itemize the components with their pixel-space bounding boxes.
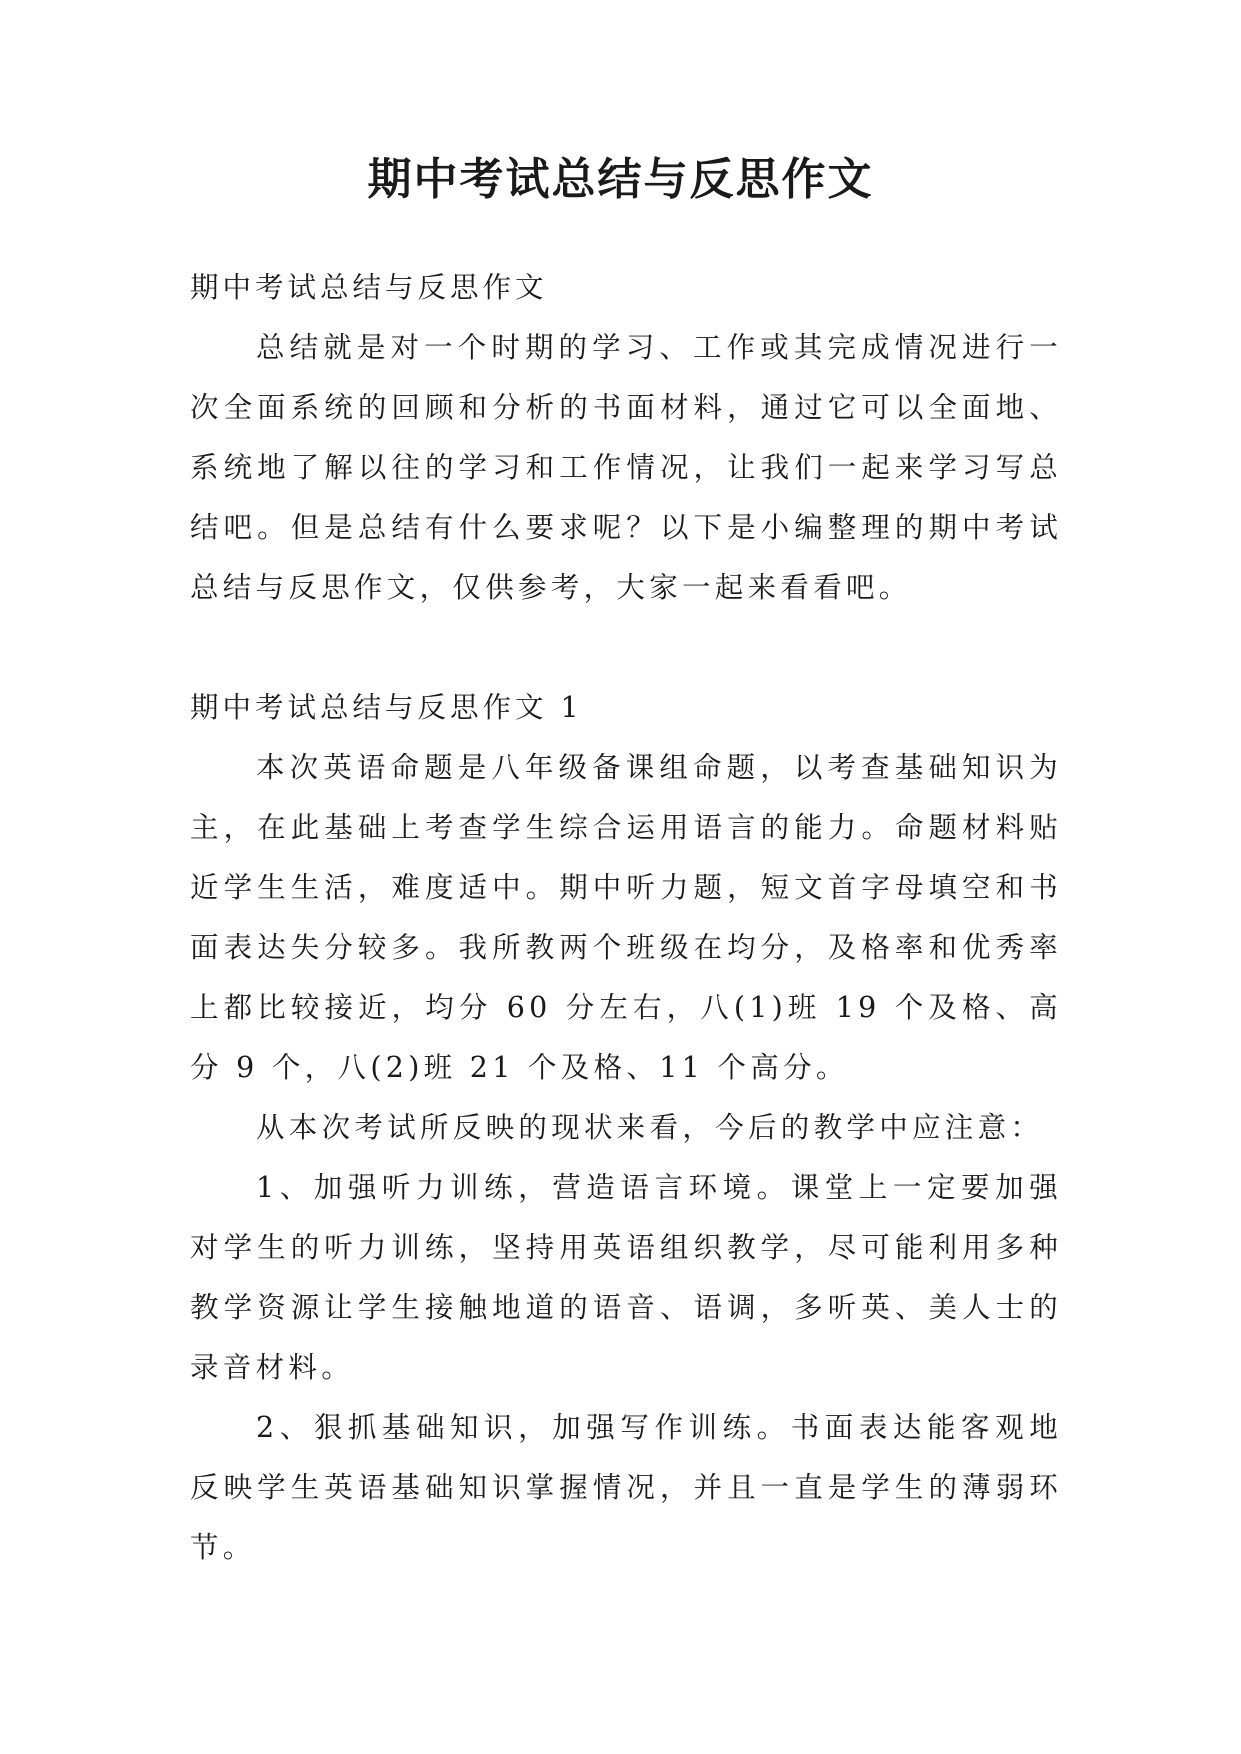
document-body [190, 258, 1062, 1578]
section-spacer [190, 618, 1062, 678]
intro-heading: 期中考试总结与反思作文 [190, 271, 548, 304]
intro-paragraph: 总结就是对一个时期的学习、工作或其完成情况进行一次全面系统的回顾和分析的书面材料，通过它可以全面地、系统地了解以往的学习和工作情况，让我们一起来学习写总结吧。但是总结有什么要求呢？以下是小编整理的期中考试总结与反思作文，仅供参考，大家一起来看看吧。 [190, 331, 1062, 604]
section1-paragraph-1: 本次英语命题是八年级备课组命题，以考查基础知识为主，在此基础上考查学生综合运用语言的能力。命题材料贴近学生生活，难度适中。期中听力题，短文首字母填空和书面表达失分较多。我所教两个班级在均分，及格率和优秀率上都比较接近，均分 60 分左右，八(1)班 19 个及格、高分 9 个，八(2)班 21 个及格、11 个高分。 [190, 751, 1062, 1084]
section1-heading: 期中考试总结与反思作文 1 [190, 691, 583, 724]
section1-paragraph-2: 从本次考试所反映的现状来看，今后的教学中应注意： [256, 1111, 1044, 1144]
section1-paragraph-3: 1、加强听力训练，营造语言环境。课堂上一定要加强对学生的听力训练，坚持用英语组织教学，尽可能利用多种教学资源让学生接触地道的语音、语调，多听英、美人士的录音材料。 [190, 1171, 1062, 1384]
section1-paragraph-4: 2、狠抓基础知识，加强写作训练。书面表达能客观地反映学生英语基础知识掌握情况，并且一直是学生的薄弱环节。 [190, 1411, 1062, 1564]
document-title: 期中考试总结与反思作文 [367, 154, 874, 205]
